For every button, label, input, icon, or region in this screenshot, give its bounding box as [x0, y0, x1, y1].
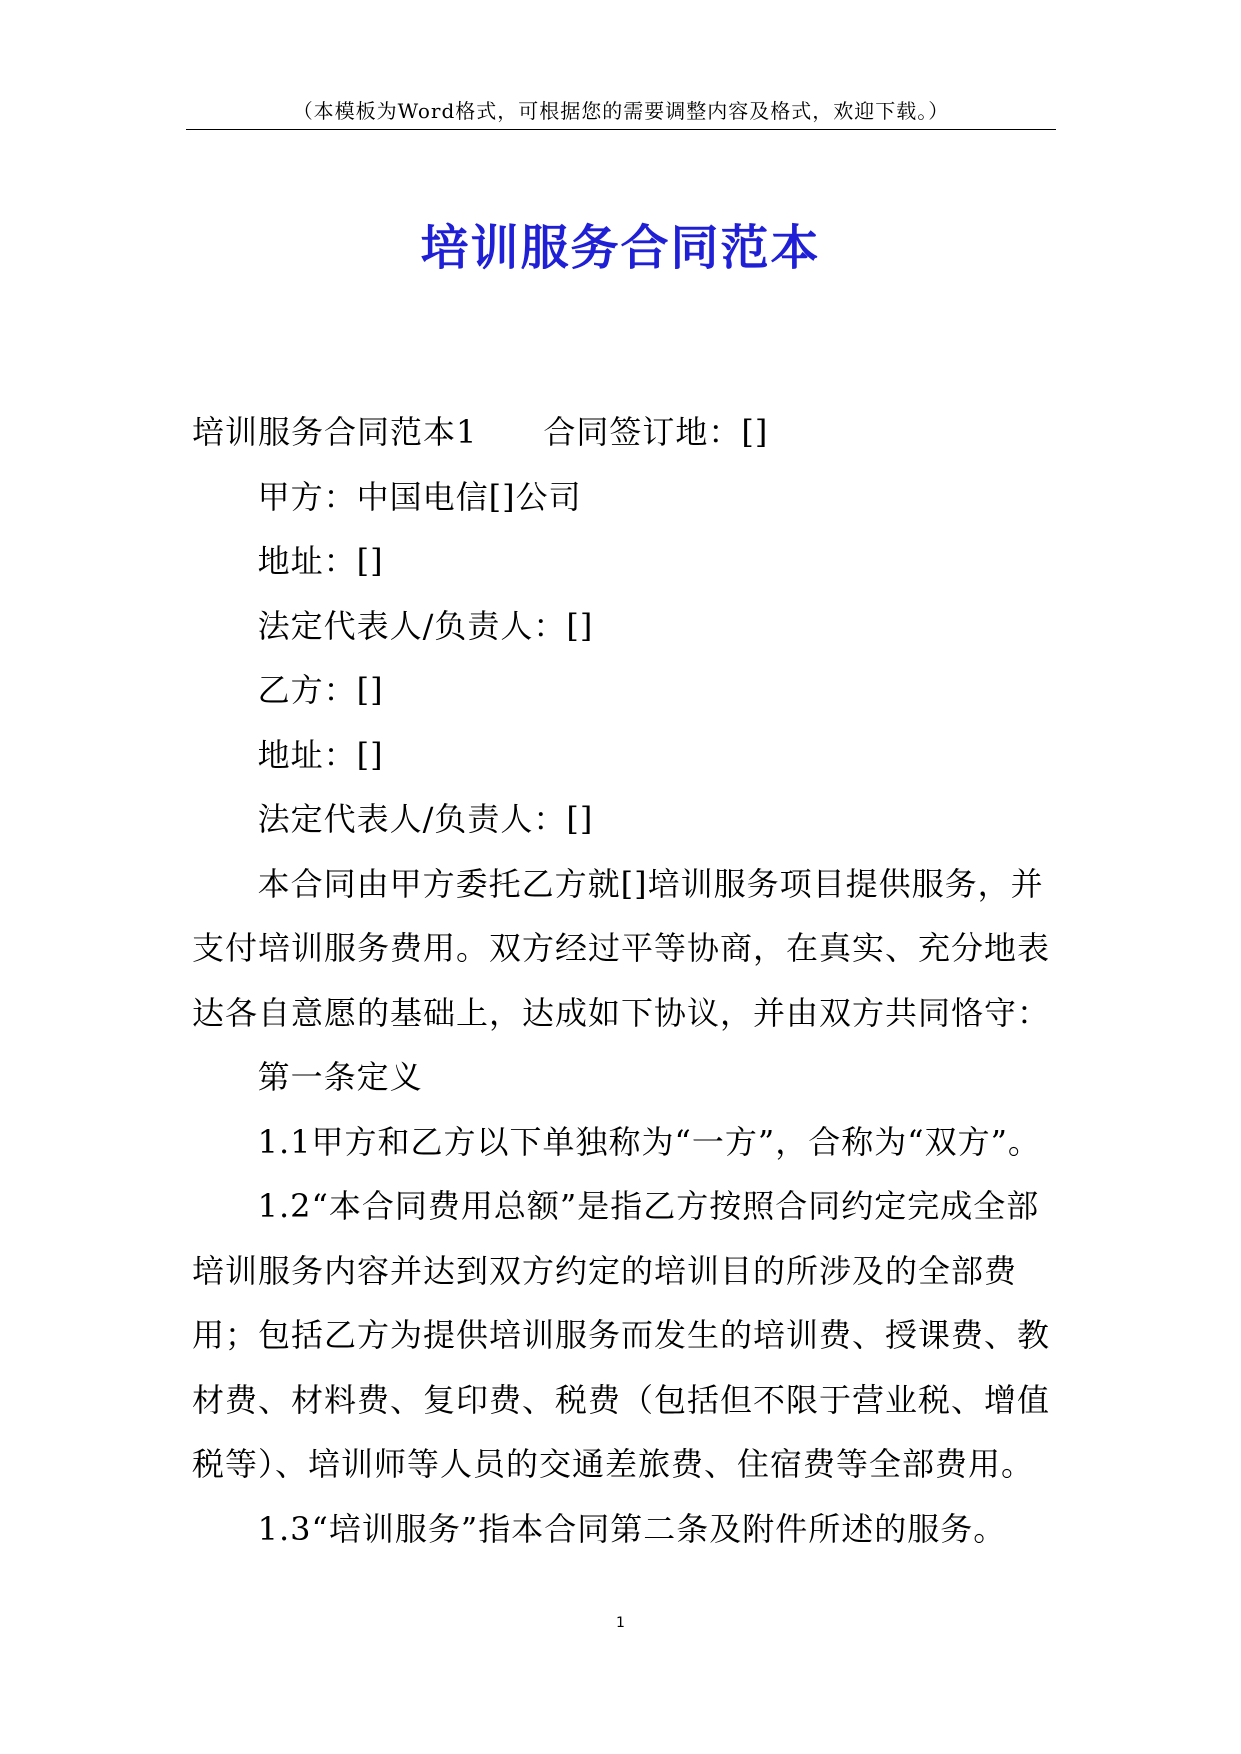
party-b-representative: 法定代表人/负责人：[] [257, 800, 594, 838]
party-b-name: 乙方：[] [257, 671, 384, 709]
document-title: 培训服务合同范本 [420, 220, 821, 276]
page-number: 1 [616, 1615, 625, 1631]
header-divider [186, 129, 1056, 130]
article-one-heading: 第一条定义 [257, 1058, 423, 1096]
document-body [192, 400, 1072, 1561]
contract-heading-line: 培训服务合同范本1 合同签订地：[] [192, 413, 769, 451]
clause-1-1: 1.1甲方和乙方以下单独称为“一方”，合称为“双方”。 [257, 1122, 1041, 1161]
party-b-address: 地址：[] [257, 735, 384, 774]
clause-1-2: 1.2“本合同费用总额”是指乙方按照合同约定完成全部培训服务内容并达到双方约定的培训目的所涉及的全部费用；包括乙方为提供培训服务而发生的培训费、授课费、教材费、材料费、复印费、税费（包括但不限于营业税、增值税等）、培训师等人员的交通差旅费、住宿费等全部费用。 [192, 1187, 1051, 1483]
template-notice: （本模板为Word格式，可根据您的需要调整内容及格式，欢迎下载。） [292, 99, 950, 123]
party-a-address: 地址：[] [257, 542, 384, 580]
party-a-name: 甲方：中国电信[]公司 [257, 477, 582, 516]
preamble-paragraph: 本合同由甲方委托乙方就[]培训服务项目提供服务，并支付培训服务费用。双方经过平等协商，在真实、充分地表达各自意愿的基础上，达成如下协议，并由双方共同恪守： [192, 864, 1051, 1032]
clause-1-3: 1.3“培训服务”指本合同第二条及附件所述的服务。 [257, 1509, 1007, 1548]
party-a-representative: 法定代表人/负责人：[] [257, 606, 594, 645]
